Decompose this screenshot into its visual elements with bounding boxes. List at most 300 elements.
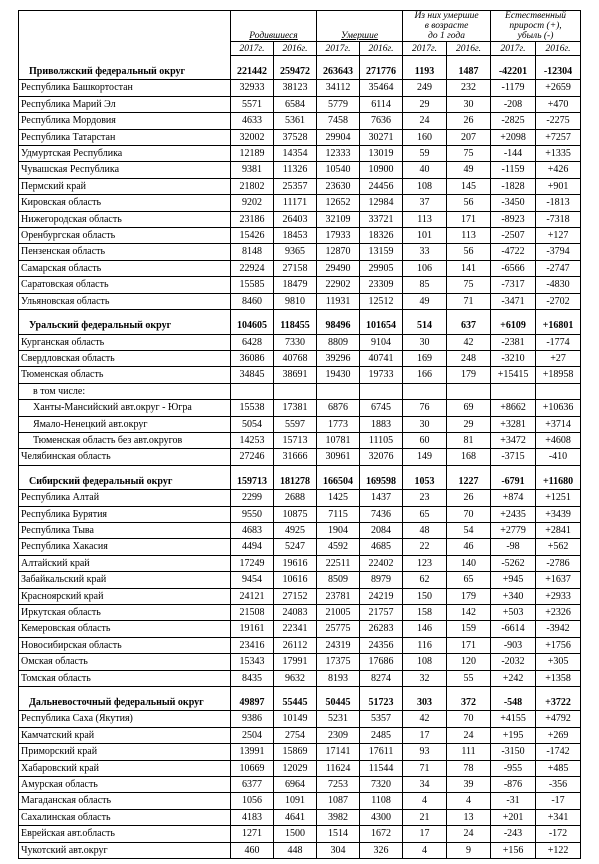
region-name: Чувашская Республика bbox=[19, 162, 231, 178]
value-cell: 2504 bbox=[231, 727, 274, 743]
value-cell: 1883 bbox=[360, 416, 403, 432]
value-cell: 19430 bbox=[317, 367, 360, 383]
value-cell: 32933 bbox=[231, 80, 274, 96]
value-cell: 5247 bbox=[274, 539, 317, 555]
value-cell: 81 bbox=[447, 432, 491, 448]
value-cell: 14354 bbox=[274, 146, 317, 162]
value-cell: 32076 bbox=[360, 449, 403, 465]
value-cell: -6614 bbox=[491, 621, 536, 637]
value-cell: 31666 bbox=[274, 449, 317, 465]
value-cell: 159 bbox=[447, 621, 491, 637]
value-cell: +2435 bbox=[491, 506, 536, 522]
value-cell: 18453 bbox=[274, 228, 317, 244]
value-cell: 17381 bbox=[274, 400, 317, 416]
spacer-cell bbox=[231, 465, 274, 474]
value-cell: 171 bbox=[447, 211, 491, 227]
spacer-row bbox=[19, 56, 581, 65]
spacer-cell bbox=[536, 687, 581, 696]
spacer-cell bbox=[536, 310, 581, 319]
value-cell: 42 bbox=[403, 711, 447, 727]
value-cell: 448 bbox=[274, 842, 317, 858]
value-cell: 75 bbox=[447, 277, 491, 293]
value-cell: 21508 bbox=[231, 605, 274, 621]
value-cell: +1637 bbox=[536, 572, 581, 588]
spacer-cell bbox=[274, 465, 317, 474]
value-cell: -3450 bbox=[491, 195, 536, 211]
value-cell: +341 bbox=[536, 809, 581, 825]
value-cell: 11624 bbox=[317, 760, 360, 776]
table-row bbox=[19, 727, 581, 743]
value-cell: 30 bbox=[403, 334, 447, 350]
spacer-cell bbox=[491, 687, 536, 696]
value-cell: 116 bbox=[403, 637, 447, 653]
value-cell: -2747 bbox=[536, 260, 581, 276]
value-cell: 98496 bbox=[317, 318, 360, 334]
value-cell: 36086 bbox=[231, 350, 274, 366]
value-cell: 5597 bbox=[274, 416, 317, 432]
value-cell: 76 bbox=[403, 400, 447, 416]
value-cell: 49 bbox=[447, 162, 491, 178]
table-row bbox=[19, 244, 581, 260]
table-row bbox=[19, 383, 581, 399]
value-cell: -2702 bbox=[536, 293, 581, 309]
value-cell: 7320 bbox=[360, 777, 403, 793]
value-cell: +122 bbox=[536, 842, 581, 858]
value-cell: 23309 bbox=[360, 277, 403, 293]
value-cell: 21802 bbox=[231, 178, 274, 194]
value-cell: +3714 bbox=[536, 416, 581, 432]
table-row bbox=[19, 162, 581, 178]
value-cell: -7317 bbox=[491, 277, 536, 293]
value-cell: 17933 bbox=[317, 228, 360, 244]
spacer-cell bbox=[536, 56, 581, 65]
value-cell: -410 bbox=[536, 449, 581, 465]
value-cell bbox=[317, 383, 360, 399]
spacer-cell bbox=[360, 310, 403, 319]
value-cell: 179 bbox=[447, 588, 491, 604]
demographics-table bbox=[18, 10, 581, 859]
table-row bbox=[19, 146, 581, 162]
table-row bbox=[19, 416, 581, 432]
value-cell: 7115 bbox=[317, 506, 360, 522]
region-name: Саратовская область bbox=[19, 277, 231, 293]
region-name: Магаданская область bbox=[19, 793, 231, 809]
spacer-cell bbox=[491, 310, 536, 319]
value-cell: 1087 bbox=[317, 793, 360, 809]
region-name: Курганская область bbox=[19, 334, 231, 350]
value-cell: 24 bbox=[447, 826, 491, 842]
spacer-cell bbox=[274, 310, 317, 319]
value-cell: -548 bbox=[491, 695, 536, 711]
spacer-cell bbox=[19, 687, 231, 696]
value-cell: 37528 bbox=[274, 129, 317, 145]
header-year: 2016г. bbox=[447, 42, 491, 56]
value-cell: 21 bbox=[403, 809, 447, 825]
value-cell: 30 bbox=[403, 416, 447, 432]
value-cell: 23781 bbox=[317, 588, 360, 604]
value-cell: -12304 bbox=[536, 64, 581, 80]
spacer-cell bbox=[19, 310, 231, 319]
table-row bbox=[19, 522, 581, 538]
value-cell: +426 bbox=[536, 162, 581, 178]
value-cell: 30271 bbox=[360, 129, 403, 145]
value-cell: 372 bbox=[447, 695, 491, 711]
value-cell: 4592 bbox=[317, 539, 360, 555]
spacer-cell bbox=[403, 465, 447, 474]
value-cell: 2309 bbox=[317, 727, 360, 743]
value-cell: -876 bbox=[491, 777, 536, 793]
value-cell: +1251 bbox=[536, 490, 581, 506]
value-cell: 9104 bbox=[360, 334, 403, 350]
value-cell: +901 bbox=[536, 178, 581, 194]
value-cell: 59 bbox=[403, 146, 447, 162]
table-row bbox=[19, 211, 581, 227]
value-cell: 10900 bbox=[360, 162, 403, 178]
region-name: Иркутская область bbox=[19, 605, 231, 621]
value-cell: 17375 bbox=[317, 654, 360, 670]
district-row bbox=[19, 64, 581, 80]
value-cell: 2299 bbox=[231, 490, 274, 506]
value-cell: 24 bbox=[447, 727, 491, 743]
value-cell: 22924 bbox=[231, 260, 274, 276]
value-cell: 145 bbox=[447, 178, 491, 194]
region-name: Челябинская область bbox=[19, 449, 231, 465]
spacer-cell bbox=[536, 465, 581, 474]
value-cell: 1271 bbox=[231, 826, 274, 842]
value-cell: -6791 bbox=[491, 474, 536, 490]
value-cell: 55445 bbox=[274, 695, 317, 711]
value-cell: 10781 bbox=[317, 432, 360, 448]
region-name: Удмуртская Республика bbox=[19, 146, 231, 162]
district-row bbox=[19, 474, 581, 490]
value-cell: 11326 bbox=[274, 162, 317, 178]
table-row bbox=[19, 449, 581, 465]
region-name: Ханты-Мансийский авт.округ - Югра bbox=[19, 400, 231, 416]
value-cell: -1813 bbox=[536, 195, 581, 211]
value-cell: 17991 bbox=[274, 654, 317, 670]
value-cell: +3439 bbox=[536, 506, 581, 522]
value-cell: 8193 bbox=[317, 670, 360, 686]
spacer-cell bbox=[231, 310, 274, 319]
value-cell: +1335 bbox=[536, 146, 581, 162]
value-cell: 12189 bbox=[231, 146, 274, 162]
region-name: Республика Татарстан bbox=[19, 129, 231, 145]
value-cell: 30961 bbox=[317, 449, 360, 465]
value-cell: 1425 bbox=[317, 490, 360, 506]
value-cell: -42201 bbox=[491, 64, 536, 80]
table-row bbox=[19, 670, 581, 686]
value-cell: 1437 bbox=[360, 490, 403, 506]
value-cell: 326 bbox=[360, 842, 403, 858]
region-name: Республика Бурятия bbox=[19, 506, 231, 522]
value-cell: 32 bbox=[403, 670, 447, 686]
value-cell: 10540 bbox=[317, 162, 360, 178]
value-cell: 113 bbox=[403, 211, 447, 227]
value-cell: 12029 bbox=[274, 760, 317, 776]
header-infant-deaths: Из них умершие в возрасте до 1 года bbox=[403, 11, 491, 42]
region-name: Республика Башкортостан bbox=[19, 80, 231, 96]
value-cell: 8148 bbox=[231, 244, 274, 260]
table-row bbox=[19, 129, 581, 145]
region-name: Кировская область bbox=[19, 195, 231, 211]
table-row bbox=[19, 432, 581, 448]
value-cell: 37 bbox=[403, 195, 447, 211]
region-name: Хабаровский край bbox=[19, 760, 231, 776]
value-cell: +156 bbox=[491, 842, 536, 858]
value-cell: 2084 bbox=[360, 522, 403, 538]
value-cell: 11171 bbox=[274, 195, 317, 211]
header-year: 2017г. bbox=[403, 42, 447, 56]
value-cell: 169598 bbox=[360, 474, 403, 490]
value-cell: +127 bbox=[536, 228, 581, 244]
value-cell: 146 bbox=[403, 621, 447, 637]
value-cell: 5357 bbox=[360, 711, 403, 727]
region-name: Республика Мордовия bbox=[19, 113, 231, 129]
value-cell: 25357 bbox=[274, 178, 317, 194]
region-name: Оренбургская область bbox=[19, 228, 231, 244]
value-cell: 22341 bbox=[274, 621, 317, 637]
value-cell bbox=[491, 383, 536, 399]
value-cell: -5262 bbox=[491, 555, 536, 571]
header-year: 2016г. bbox=[274, 42, 317, 56]
value-cell: 34112 bbox=[317, 80, 360, 96]
value-cell: 8435 bbox=[231, 670, 274, 686]
value-cell: -17 bbox=[536, 793, 581, 809]
value-cell: 4494 bbox=[231, 539, 274, 555]
value-cell: 62 bbox=[403, 572, 447, 588]
value-cell: 7436 bbox=[360, 506, 403, 522]
value-cell: 26283 bbox=[360, 621, 403, 637]
value-cell: 27152 bbox=[274, 588, 317, 604]
value-cell bbox=[403, 383, 447, 399]
value-cell: 40741 bbox=[360, 350, 403, 366]
value-cell: +562 bbox=[536, 539, 581, 555]
value-cell: +7257 bbox=[536, 129, 581, 145]
value-cell: -903 bbox=[491, 637, 536, 653]
table-row bbox=[19, 195, 581, 211]
value-cell: 5054 bbox=[231, 416, 274, 432]
table-row bbox=[19, 350, 581, 366]
value-cell: 108 bbox=[403, 178, 447, 194]
value-cell: 140 bbox=[447, 555, 491, 571]
region-name: Кемеровская область bbox=[19, 621, 231, 637]
value-cell: 111 bbox=[447, 744, 491, 760]
spacer-cell bbox=[403, 687, 447, 696]
value-cell: +18958 bbox=[536, 367, 581, 383]
table-row bbox=[19, 777, 581, 793]
value-cell: 6377 bbox=[231, 777, 274, 793]
value-cell: 1487 bbox=[447, 64, 491, 80]
value-cell: 23 bbox=[403, 490, 447, 506]
value-cell: 32109 bbox=[317, 211, 360, 227]
value-cell: 26 bbox=[447, 490, 491, 506]
value-cell: 6114 bbox=[360, 96, 403, 112]
value-cell: 29 bbox=[447, 416, 491, 432]
value-cell: 23416 bbox=[231, 637, 274, 653]
value-cell: +4608 bbox=[536, 432, 581, 448]
value-cell: 34 bbox=[403, 777, 447, 793]
value-cell: 17686 bbox=[360, 654, 403, 670]
value-cell: 18479 bbox=[274, 277, 317, 293]
value-cell: 65 bbox=[447, 572, 491, 588]
value-cell: 22902 bbox=[317, 277, 360, 293]
value-cell: 55 bbox=[447, 670, 491, 686]
value-cell: -3471 bbox=[491, 293, 536, 309]
district-row bbox=[19, 695, 581, 711]
table-row bbox=[19, 809, 581, 825]
value-cell: 29904 bbox=[317, 129, 360, 145]
region-name: Сахалинская область bbox=[19, 809, 231, 825]
value-cell: 7253 bbox=[317, 777, 360, 793]
value-cell: +2659 bbox=[536, 80, 581, 96]
value-cell: 9381 bbox=[231, 162, 274, 178]
value-cell: 4925 bbox=[274, 522, 317, 538]
region-name: в том числе: bbox=[19, 383, 231, 399]
value-cell: 4300 bbox=[360, 809, 403, 825]
value-cell: 71 bbox=[403, 760, 447, 776]
value-cell: 118455 bbox=[274, 318, 317, 334]
value-cell: 46 bbox=[447, 539, 491, 555]
value-cell: 9632 bbox=[274, 670, 317, 686]
table-row bbox=[19, 555, 581, 571]
table-row bbox=[19, 654, 581, 670]
region-name: Приволжский федеральный округ bbox=[19, 64, 231, 80]
region-name: Томская область bbox=[19, 670, 231, 686]
value-cell: 15713 bbox=[274, 432, 317, 448]
value-cell: +470 bbox=[536, 96, 581, 112]
value-cell: 4 bbox=[403, 793, 447, 809]
value-cell: 9202 bbox=[231, 195, 274, 211]
value-cell: 12333 bbox=[317, 146, 360, 162]
value-cell: +3281 bbox=[491, 416, 536, 432]
value-cell: 10875 bbox=[274, 506, 317, 522]
region-name: Алтайский край bbox=[19, 555, 231, 571]
value-cell: 70 bbox=[447, 711, 491, 727]
value-cell: 1053 bbox=[403, 474, 447, 490]
spacer-cell bbox=[19, 56, 231, 65]
value-cell: 158 bbox=[403, 605, 447, 621]
value-cell: 259472 bbox=[274, 64, 317, 80]
region-name: Камчатский край bbox=[19, 727, 231, 743]
value-cell: 9810 bbox=[274, 293, 317, 309]
value-cell: +2841 bbox=[536, 522, 581, 538]
value-cell: -2825 bbox=[491, 113, 536, 129]
value-cell: 39 bbox=[447, 777, 491, 793]
value-cell bbox=[536, 383, 581, 399]
value-cell: 19616 bbox=[274, 555, 317, 571]
value-cell: 6876 bbox=[317, 400, 360, 416]
value-cell: 40768 bbox=[274, 350, 317, 366]
value-cell: 33721 bbox=[360, 211, 403, 227]
region-name: Республика Марий Эл bbox=[19, 96, 231, 112]
value-cell: 166504 bbox=[317, 474, 360, 490]
table-row bbox=[19, 842, 581, 858]
value-cell: 71 bbox=[447, 293, 491, 309]
header-natural-growth: Естественный прирост (+), убыль (-) bbox=[491, 11, 581, 42]
spacer-row bbox=[19, 310, 581, 319]
value-cell: 271776 bbox=[360, 64, 403, 80]
value-cell: 50445 bbox=[317, 695, 360, 711]
value-cell: +15415 bbox=[491, 367, 536, 383]
table-row bbox=[19, 539, 581, 555]
table-row bbox=[19, 113, 581, 129]
value-cell: 48 bbox=[403, 522, 447, 538]
value-cell: 26403 bbox=[274, 211, 317, 227]
value-cell: 8809 bbox=[317, 334, 360, 350]
value-cell: 1500 bbox=[274, 826, 317, 842]
value-cell: -4830 bbox=[536, 277, 581, 293]
region-name: Пермский край bbox=[19, 178, 231, 194]
value-cell: 24121 bbox=[231, 588, 274, 604]
value-cell: -356 bbox=[536, 777, 581, 793]
value-cell: -1774 bbox=[536, 334, 581, 350]
region-name: Еврейская авт.область bbox=[19, 826, 231, 842]
value-cell: 141 bbox=[447, 260, 491, 276]
value-cell: 38691 bbox=[274, 367, 317, 383]
value-cell: 17249 bbox=[231, 555, 274, 571]
value-cell: 263643 bbox=[317, 64, 360, 80]
value-cell: 23630 bbox=[317, 178, 360, 194]
value-cell: 104605 bbox=[231, 318, 274, 334]
value-cell: 10149 bbox=[274, 711, 317, 727]
value-cell: 78 bbox=[447, 760, 491, 776]
value-cell: 69 bbox=[447, 400, 491, 416]
value-cell: 49897 bbox=[231, 695, 274, 711]
value-cell: 207 bbox=[447, 129, 491, 145]
header-year: 2017г. bbox=[317, 42, 360, 56]
value-cell: 4641 bbox=[274, 809, 317, 825]
value-cell: +503 bbox=[491, 605, 536, 621]
table-row bbox=[19, 588, 581, 604]
value-cell: +3472 bbox=[491, 432, 536, 448]
table-body bbox=[19, 56, 581, 859]
spacer-cell bbox=[274, 56, 317, 65]
value-cell: -6566 bbox=[491, 260, 536, 276]
region-name: Ямало-Ненецкий авт.округ bbox=[19, 416, 231, 432]
value-cell: 1672 bbox=[360, 826, 403, 842]
value-cell: 123 bbox=[403, 555, 447, 571]
value-cell: 13019 bbox=[360, 146, 403, 162]
value-cell: 13991 bbox=[231, 744, 274, 760]
value-cell: 15343 bbox=[231, 654, 274, 670]
value-cell: 24319 bbox=[317, 637, 360, 653]
region-name: Чукотский авт.округ bbox=[19, 842, 231, 858]
table-row bbox=[19, 334, 581, 350]
region-name: Сибирский федеральный округ bbox=[19, 474, 231, 490]
value-cell: 4685 bbox=[360, 539, 403, 555]
value-cell: -8923 bbox=[491, 211, 536, 227]
value-cell: 56 bbox=[447, 244, 491, 260]
value-cell: 7458 bbox=[317, 113, 360, 129]
header-year: 2016г. bbox=[360, 42, 403, 56]
value-cell: 113 bbox=[447, 228, 491, 244]
value-cell: +269 bbox=[536, 727, 581, 743]
value-cell: 179 bbox=[447, 367, 491, 383]
value-cell: +6109 bbox=[491, 318, 536, 334]
value-cell: 24219 bbox=[360, 588, 403, 604]
table-header bbox=[19, 11, 581, 56]
value-cell: 12870 bbox=[317, 244, 360, 260]
table-row bbox=[19, 506, 581, 522]
value-cell: 514 bbox=[403, 318, 447, 334]
region-name: Республика Хакасия bbox=[19, 539, 231, 555]
region-name: Уральский федеральный округ bbox=[19, 318, 231, 334]
value-cell: 35464 bbox=[360, 80, 403, 96]
value-cell: +27 bbox=[536, 350, 581, 366]
value-cell: 70 bbox=[447, 506, 491, 522]
value-cell: 3982 bbox=[317, 809, 360, 825]
value-cell: 5779 bbox=[317, 96, 360, 112]
